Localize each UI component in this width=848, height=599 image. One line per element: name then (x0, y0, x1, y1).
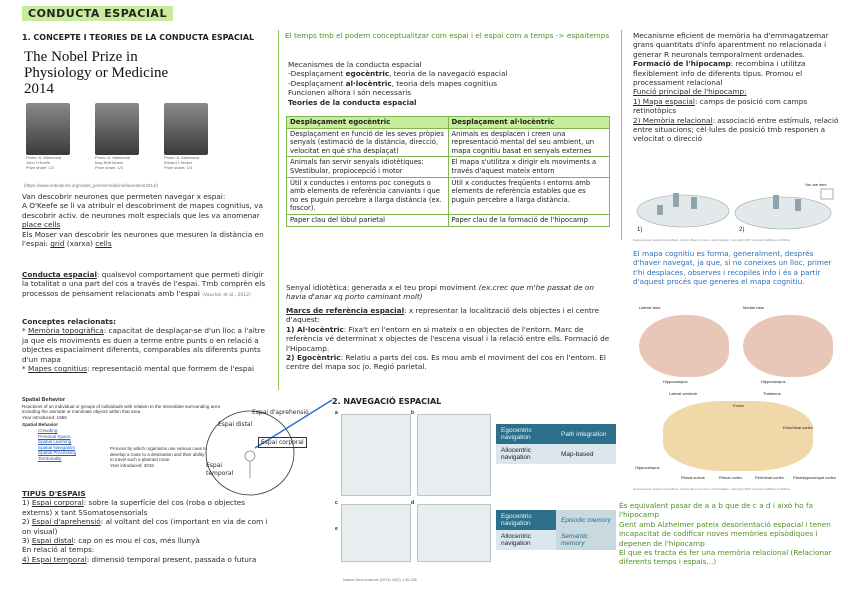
spatial-navigation-def: Process by which organisms use various cues to develop a route to a destination and their ability to travel such a planned route. Year introduced: 2015 (110, 446, 208, 468)
table-row: Desplaçament en funció de les seves pròpies senyals (estimació de la distància, direcció, velocitat en què s'ha desplaçat) Animals es desplacen i creen una representació mental del seu ambient, un mapa cognitiu basat en senyals externes (287, 128, 610, 157)
table-row: Egocentric navigation Path integration (496, 424, 616, 444)
map-panel-a (341, 414, 411, 496)
list-item[interactable]: Personal Space (38, 433, 71, 439)
nobel-title: The Nobel Prize in Physiology or Medicine 2014 (24, 49, 169, 97)
table-row: Allocentric navigation Map-based (496, 444, 616, 464)
maze-figure: 1) 2) You are here Neuroscience: Exploring the Brain, 3rd Ed, Bear, Connors, and Paradiso. Copyright 2007 Lippincott Williams & Wilkins (633, 183, 838, 245)
espaitemps-note: El temps tmb el podem conceptualitzar com espai i el espai com a temps -> espaitemps (285, 31, 610, 40)
photo-panel-d (417, 504, 491, 562)
list-item[interactable]: Spatial Processing (38, 450, 77, 456)
hippocampus-section-icon (663, 401, 813, 471)
hipocamp-notes: Mecanisme eficient de memòria ha d'emmagatzemar grans quantitats d'info aparentment no relacionada i generar R neuronals temporalment ordenades. Formació de l'hipocamp: recombina i utilitza flexiblement info de diferents tipus. Promou el processament relacional Funció principal de l'hipocamp: 1) Mapa espacial: camps de posició com camps retinotòpics 2) Memòria relacional: associació entre estímuls, relació entre situacions; cèl·lules de posició tmb responen a velocitat o direcció (633, 31, 839, 144)
espai-temporal-label: Espai temporal (206, 462, 234, 477)
list-item[interactable]: Spatial Navigation (38, 444, 76, 450)
table-row: Animals fan servir senyals idiotètiques: SVestibular, propiocepció i motor El mapa s'utilitza x dirigir els moviments a través d'aquest mateix entorn (287, 157, 610, 177)
espai-distal-label: Espai distal (218, 421, 253, 428)
photo-panel-c (341, 504, 411, 562)
avatar (164, 103, 208, 155)
section-2-heading: 2. NAVEGACIÓ ESPACIAL (332, 397, 442, 406)
figure-head-icon (245, 451, 255, 461)
maze-illustration (633, 183, 838, 238)
brain-figure: Lateral view Medial view Hippocampus Hippocampus Lateral ventricle Thalamus Fornix Entorhinal cortex Hippocampus Rhinal sulcus Rhinal cortex Perirhinal cortex Parahippocampal cortex Neuroscience: Exploring the Brain, 3rd Ed, Bear, Connors, and Paradiso. Copyright 2007 Lippincott Williams & Wilkins (633, 305, 837, 491)
spatial-behavior-box: Spatial Behavior Reactions of an individual or groups of individuals with relation to the immediate surrounding area including the animate or inanimate objects within that area. Year introduced: 1966 Spatial Behavior Crowding Personal Space Spatial Learning Spatial Navigation Spatial Processing Territoriality (22, 398, 222, 462)
mapa-cognitiu-note: El mapa cognitiu es forma, generalment, després d'haver navegat, ja que, si no coneixes un lloc, primer t'hi desplaces, observes i recopiles info i és a partir d'aquest procés que generes el mapa cognitiu. (633, 249, 832, 287)
espai-aprehensio-label: Espai d'aprehensió (252, 409, 309, 416)
alzheimer-note: És equivalent pasar de a a b que de c a d i això ho fa l'hipocamp Gent amb Alzheimer pateix desorientació espacial i tenen incapacitat de codificar noves memòries episòdiques i depenen de l'hipocamp El que es tracta és fer una memòria relacional (Relacionar diferents temps i espais...) (619, 501, 832, 567)
table-row: Paper clau del lòbul parietal Paper clau de la formació de l'hipocamp (287, 214, 610, 226)
portrait-maybritt-moser: Photo: A. Mahmoud May-Britt Moser Prize share: 1/4 (95, 103, 145, 170)
brain-medial-icon (743, 315, 833, 377)
table-header-row: Desplaçament egocèntric Desplaçament al·locèntric (287, 117, 610, 129)
avatar (26, 103, 70, 155)
map-panel-b (417, 414, 491, 496)
nobel-notes: Van descobrir neurones que permeten navegar x espai: A O'Keefe se li va atribuir el descobriment de mapes cognitius, va descobrir activ. de neurones molt especials que les va anomenar place cells Els Moser van descobrir les neurones que mesuren la distància en l'espai: grid (xarxa) cells (22, 192, 264, 249)
mecanismes-list: Mecanismes de la conducta espacial -Desplaçament egocèntric, teoria de la navegació espacial -Desplaçament al·locèntric, teoria dels mapes cognitius Funcionen alhora i són necessaris Teories de la conducta espacial (288, 60, 508, 107)
portrait-edvard-moser: Photo: A. Mahmoud Edvard I. Moser Prize share: 1/4 (164, 103, 214, 170)
tipus-espais: TIPUS D'ESPAIS 1) Espai corporal: sobre la superfície del cos (roba o objectes externs) x tant SSomatosensorials 2) Espai d'aprehensió: al voltant del cos (important en via de com i on visual) 3) Espai distal: cap on es mou el cos, més llunyà En relació al temps: 4) Espai temporal: dimensió temporal present, passada o futura (22, 489, 268, 564)
senyal-note: Senyal idiotètica: generada x el teu propi moviment (ex.crec que m'he passat de on havia d'anar xq porto caminant molt) (286, 283, 594, 302)
navigation-figure: a b c d e Nature Neuroscience (2013) 16(2), 130-138 (333, 408, 491, 588)
conceptes-relacionats: Conceptes relacionats: * Memòria topogràfica: capacitat de desplaçar-se d'un lloc a l'altre ja que els moviments es duen a terme entre punts o en relació a objectes espacialment diferents, comparables als diferents punts d'un mapa * Mapes cognitius: representació mental que formem de l'espai (22, 317, 265, 374)
table-row: Allocentric navigation Semantic memory (496, 530, 616, 550)
navigation-table-1 (496, 424, 616, 464)
section-1-heading: 1. CONCEPTE I TEORIES DE LA CONDUCTA ESPACIAL (22, 33, 255, 42)
list-item[interactable]: Crowding (38, 427, 58, 433)
table-row: Útil x conductes i entorns poc coneguts o amb elements de referència canviants i que no es puguin percebre a llarga distància (ex. foscor). Útil x conductes freqüents i entorns amb elements de referència estables que es puguin percebre a llarga distància. (287, 177, 610, 214)
list-item[interactable]: Spatial Learning (38, 439, 72, 445)
list-item[interactable]: Territoriality (38, 455, 62, 461)
table-row: Egocentric navigation Episodic memory (496, 510, 616, 530)
brain-lateral-icon (639, 315, 729, 377)
navigation-table-2 (496, 510, 616, 550)
espai-corporal-label: Espai corporal (258, 437, 307, 448)
page-title: CONDUCTA ESPACIAL (22, 6, 173, 21)
column-divider (278, 30, 279, 390)
avatar (95, 103, 139, 155)
column-divider (621, 30, 622, 240)
portrait-okeefe: Photo: A. Mahmoud John O'Keefe Prize share: 1/2 (26, 103, 76, 170)
conducta-definition: Conducta espacial: qualsevol comportament que permeti dirigir la totalitat o una part del cos a través de l'espai. Tmb comprèn els processos de pensament relacionats amb l'espai (Vauclair et al., 2012) (22, 270, 266, 298)
nobel-url: (https://www.nobelprize.org/nobel_prizes/medicine/laureates/2014/) (24, 183, 159, 188)
marcs-referencia: Marcs de referència espacial: x representar la localització dels objectes i el centre d'aquest: 1) Al·locèntric: Fixa't en l'entorn en si mateix o en objectes de l'entorn. Marc de referència vé determinat x objectes de l'escena visual i la relació entre ells. Formació de l'Hipocamp. 2) Egocèntric: Relatiu a parts del cos. Es mou amb el moviment del cos en l'entorn. El centre del mapa soc jo. Regió parietal. (286, 306, 610, 372)
teories-table (286, 116, 610, 227)
